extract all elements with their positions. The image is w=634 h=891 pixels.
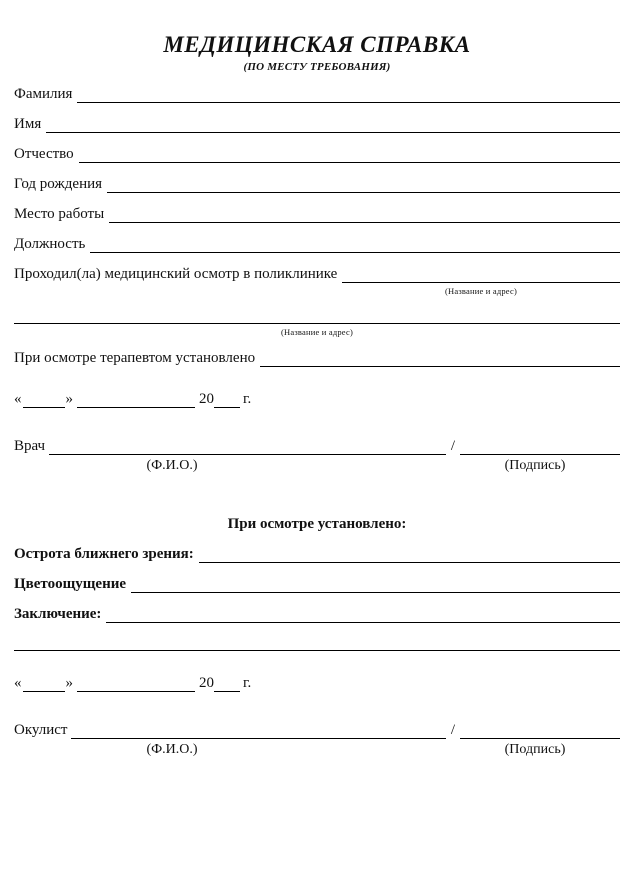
oculist-signature-input[interactable] (460, 725, 620, 739)
date-close-quote-1: » (65, 391, 73, 407)
field-birth-year (14, 176, 620, 193)
date-year-prefix-1: 20 (199, 391, 214, 407)
field-position-label: Должность (14, 236, 86, 252)
field-position (14, 236, 620, 253)
oculist-signature-row (14, 722, 620, 739)
field-surname (14, 86, 620, 103)
date-line-therapist (14, 391, 620, 408)
field-near-vision-input[interactable] (199, 549, 620, 563)
field-position-input[interactable] (90, 239, 620, 253)
field-patronymic-label: Отчество (14, 146, 74, 162)
date-month-input-2[interactable] (77, 678, 195, 692)
field-conclusion-input[interactable] (106, 609, 620, 623)
field-firstname-input[interactable] (46, 119, 620, 133)
caption-clinic-2: (Название и адрес) (281, 327, 353, 337)
field-surname-input[interactable] (77, 89, 620, 103)
field-color-perception (14, 576, 620, 593)
date-open-quote-1: « (14, 391, 22, 407)
field-clinic-input[interactable] (342, 269, 620, 283)
doctor-slash: / (450, 438, 455, 454)
caption-doctor-fio: (Ф.И.О.) (146, 458, 198, 473)
field-firstname-label: Имя (14, 116, 42, 132)
doctor-signature-captions (14, 458, 620, 474)
doctor-signature-row (14, 438, 620, 455)
date-year-prefix-2: 20 (199, 675, 214, 691)
field-therapist-findings-label: При осмотре терапевтом установлено (14, 350, 256, 366)
field-workplace-input[interactable] (109, 209, 620, 223)
oculist-slash: / (450, 722, 455, 738)
field-workplace-label: Место работы (14, 206, 105, 222)
caption-oculist-signature: (Подпись) (504, 742, 566, 757)
date-day-input-1[interactable] (23, 394, 65, 408)
field-therapist-findings-input[interactable] (260, 353, 620, 367)
date-year-suffix-2: г. (243, 675, 252, 691)
field-clinic-line-2[interactable] (14, 310, 620, 324)
field-color-perception-input[interactable] (131, 579, 620, 593)
doctor-signature-input[interactable] (460, 441, 620, 455)
date-line-oculist (14, 675, 620, 692)
field-surname-label: Фамилия (14, 86, 73, 102)
field-therapist-findings (14, 350, 620, 367)
field-patronymic (14, 146, 620, 163)
caption-doctor-signature: (Подпись) (504, 458, 566, 473)
page-title: МЕДИЦИНСКАЯ СПРАВКА (163, 32, 471, 57)
field-birth-year-label: Год рождения (14, 176, 103, 192)
field-conclusion-label: Заключение: (14, 606, 102, 622)
page-subtitle: (ПО МЕСТУ ТРЕБОВАНИЯ) (243, 61, 391, 73)
date-year-suffix-1: г. (243, 391, 252, 407)
date-day-input-2[interactable] (23, 678, 65, 692)
field-near-vision-label: Острота ближнего зрения: (14, 546, 194, 562)
date-close-quote-2: » (65, 675, 73, 691)
field-firstname (14, 116, 620, 133)
field-clinic (14, 266, 620, 283)
date-year-input-1[interactable] (214, 394, 240, 408)
doctor-label: Врач (14, 438, 46, 454)
caption-oculist-fio: (Ф.И.О.) (146, 742, 198, 757)
date-year-input-2[interactable] (214, 678, 240, 692)
field-workplace (14, 206, 620, 223)
oculist-signature-captions (14, 742, 620, 758)
oculist-label: Окулист (14, 722, 68, 738)
doctor-name-input[interactable] (49, 441, 446, 455)
field-near-vision (14, 546, 620, 563)
field-conclusion (14, 606, 620, 623)
exam-heading: При осмотре установлено: (227, 516, 407, 532)
field-patronymic-input[interactable] (79, 149, 620, 163)
date-month-input-1[interactable] (77, 394, 195, 408)
field-conclusion-line-2[interactable] (14, 637, 620, 651)
date-open-quote-2: « (14, 675, 22, 691)
field-clinic-label: Проходил(ла) медицинский осмотр в поликлинике (14, 266, 338, 282)
oculist-name-input[interactable] (71, 725, 445, 739)
field-birth-year-input[interactable] (107, 179, 620, 193)
field-color-perception-label: Цветоощущение (14, 576, 127, 592)
caption-clinic-1: (Название и адрес) (445, 286, 517, 296)
